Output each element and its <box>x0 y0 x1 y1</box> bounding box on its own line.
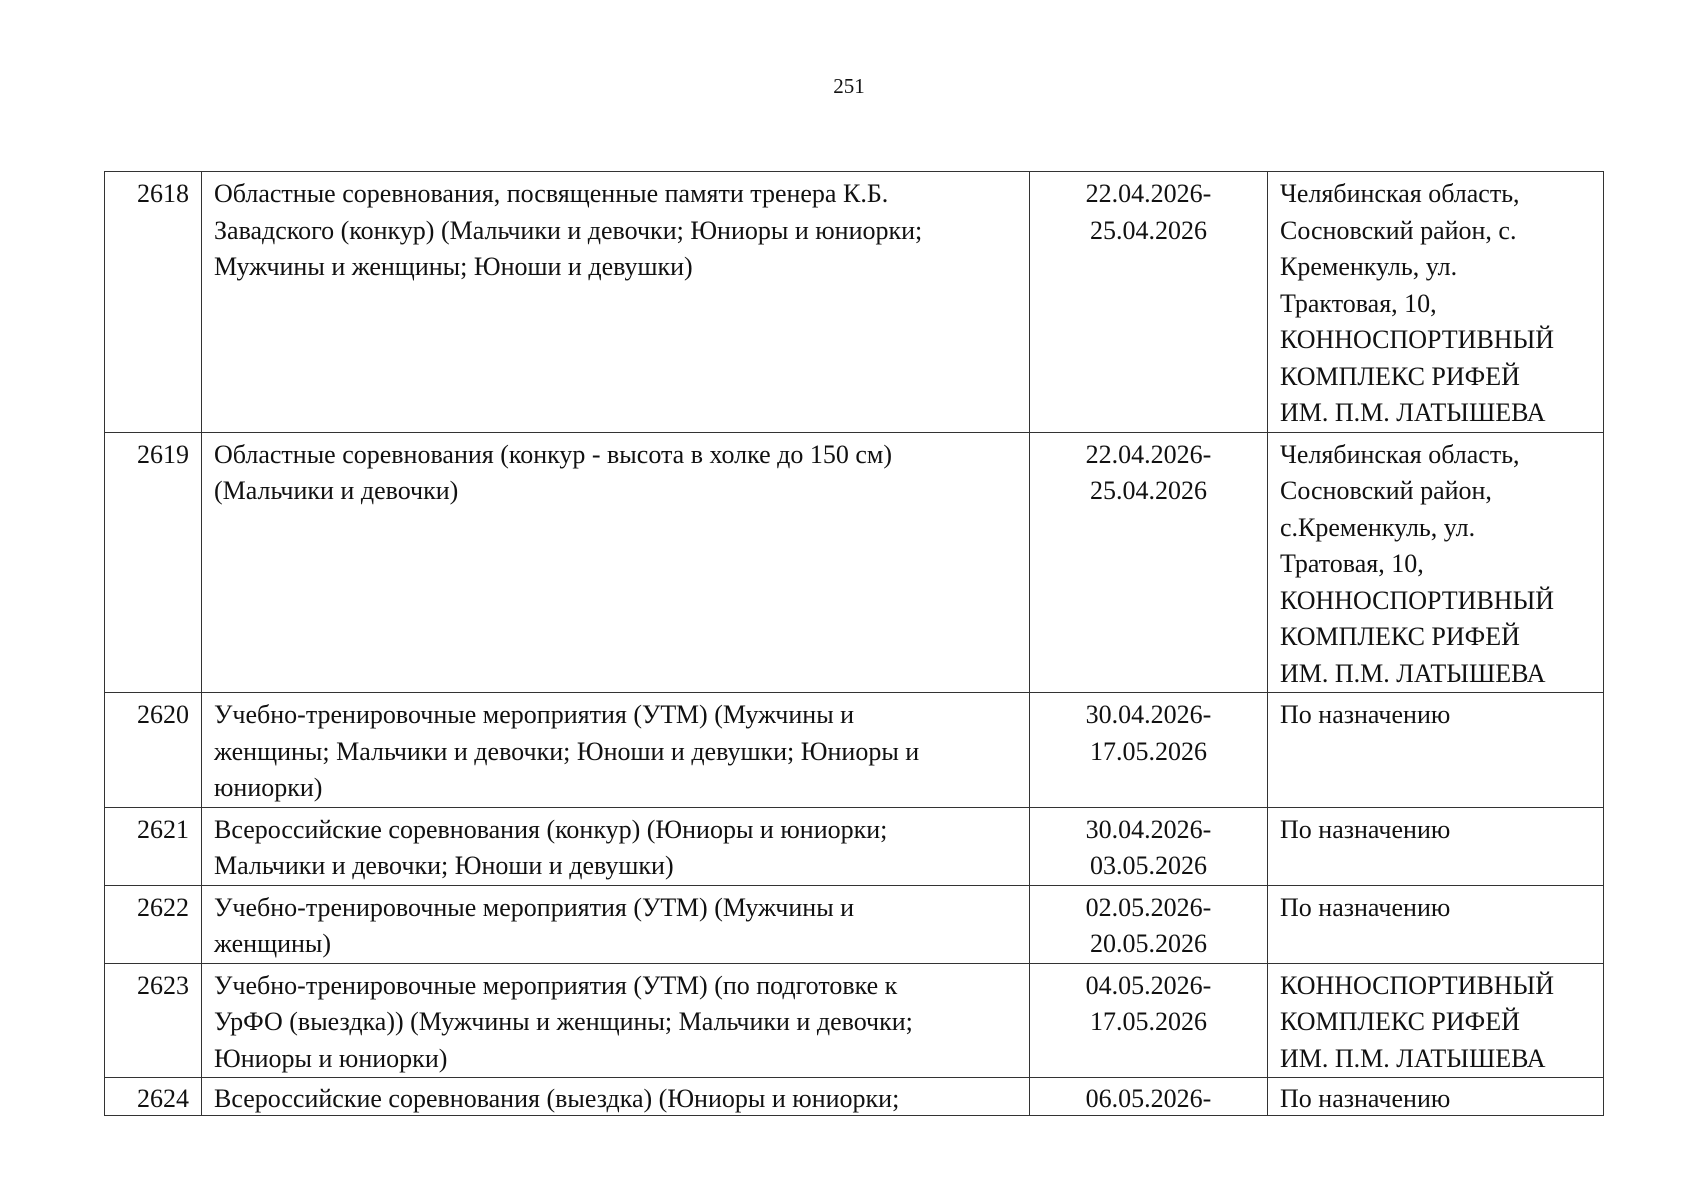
event-place: КОННОСПОРТИВНЫЙ КОМПЛЕКС РИФЕЙ ИМ. П.М. ЛАТЫШЕВА <box>1268 963 1604 1078</box>
event-number: 2620 <box>105 693 202 808</box>
event-name: Учебно-тренировочные мероприятия (УТМ) (по подготовке к УрФО (выездка)) (Мужчины и женщины; Мальчики и девочки; Юниоры и юниорки) <box>202 963 1030 1078</box>
event-number: 2624 <box>105 1078 202 1116</box>
page-number: 251 <box>833 74 865 98</box>
event-number: 2623 <box>105 963 202 1078</box>
table-row <box>105 1078 1604 1116</box>
table-row <box>105 885 1604 963</box>
event-dates: 22.04.2026- 25.04.2026 <box>1030 172 1268 433</box>
event-number: 2619 <box>105 432 202 693</box>
table-row <box>105 807 1604 885</box>
event-dates: 02.05.2026- 20.05.2026 <box>1030 885 1268 963</box>
event-place: Челябинская область, Сосновский район, с. Кременкуль, ул. Трактовая, 10, КОННОСПОРТИВНЫЙ КОМПЛЕКС РИФЕЙ ИМ. П.М. ЛАТЫШЕВА <box>1268 172 1604 433</box>
event-place: По назначению <box>1268 807 1604 885</box>
event-dates: 04.05.2026- 17.05.2026 <box>1030 963 1268 1078</box>
event-name: Областные соревнования (конкур - высота в холке до 150 см) (Мальчики и девочки) <box>202 432 1030 693</box>
event-dates: 30.04.2026- 03.05.2026 <box>1030 807 1268 885</box>
event-name: Всероссийские соревнования (выездка) (Юниоры и юниорки; <box>202 1078 1030 1116</box>
event-number: 2618 <box>105 172 202 433</box>
events-table <box>104 171 1604 1116</box>
event-name: Областные соревнования, посвященные памяти тренера К.Б. Завадского (конкур) (Мальчики и девочки; Юниоры и юниорки; Мужчины и женщины; Юноши и девушки) <box>202 172 1030 433</box>
table-row <box>105 693 1604 808</box>
event-name: Учебно-тренировочные мероприятия (УТМ) (Мужчины и женщины) <box>202 885 1030 963</box>
table-row <box>105 432 1604 693</box>
event-place: Челябинская область, Сосновский район, с.Кременкуль, ул. Тратовая, 10, КОННОСПОРТИВНЫЙ КОМПЛЕКС РИФЕЙ ИМ. П.М. ЛАТЫШЕВА <box>1268 432 1604 693</box>
event-number: 2622 <box>105 885 202 963</box>
event-number: 2621 <box>105 807 202 885</box>
event-dates: 30.04.2026- 17.05.2026 <box>1030 693 1268 808</box>
event-place: По назначению <box>1268 693 1604 808</box>
table-row <box>105 172 1604 433</box>
event-name: Учебно-тренировочные мероприятия (УТМ) (Мужчины и женщины; Мальчики и девочки; Юноши и девушки; Юниоры и юниорки) <box>202 693 1030 808</box>
event-place: По назначению <box>1268 1078 1604 1116</box>
event-place: По назначению <box>1268 885 1604 963</box>
event-dates: 06.05.2026- <box>1030 1078 1268 1116</box>
table-row <box>105 963 1604 1078</box>
event-name: Всероссийские соревнования (конкур) (Юниоры и юниорки; Мальчики и девочки; Юноши и девушки) <box>202 807 1030 885</box>
event-dates: 22.04.2026- 25.04.2026 <box>1030 432 1268 693</box>
